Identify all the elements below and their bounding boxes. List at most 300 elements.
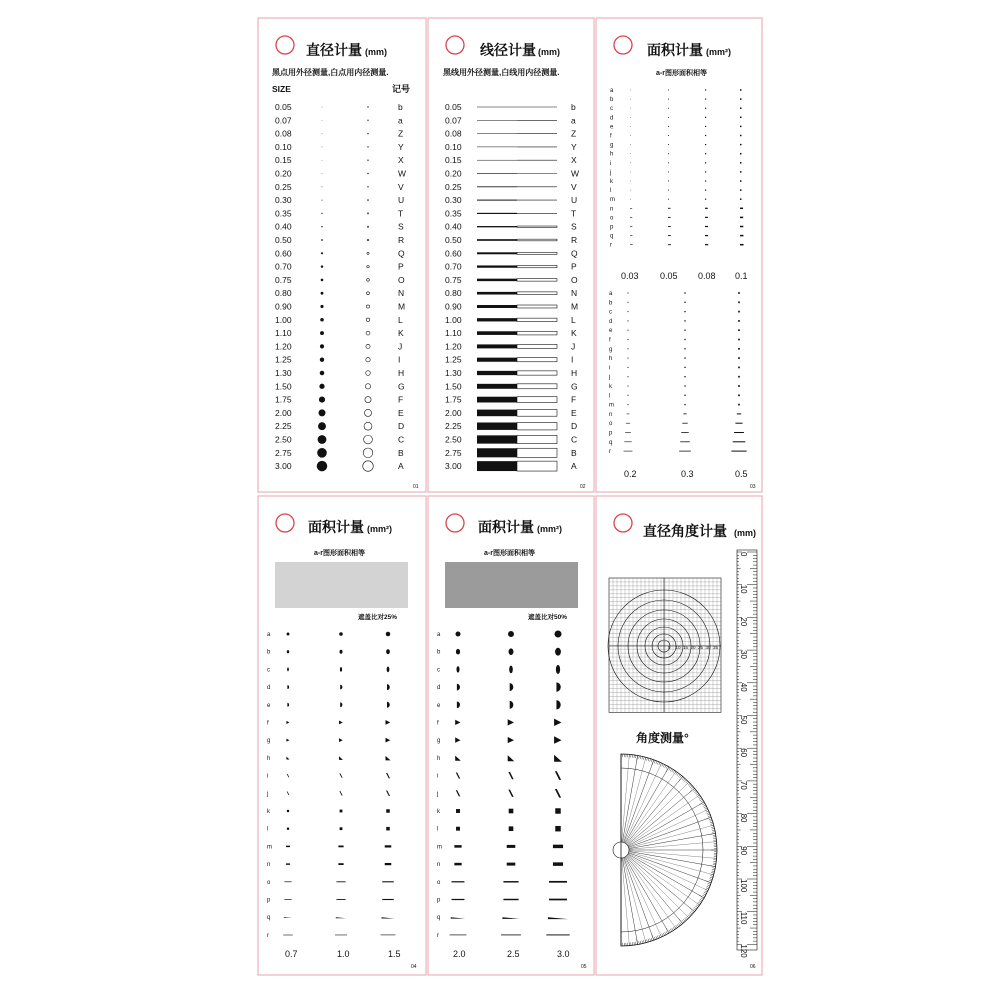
- letter-label: h: [437, 755, 441, 762]
- white-dot: [364, 435, 373, 444]
- white-dot: [366, 318, 370, 322]
- white-line: [517, 358, 557, 362]
- letter-label: c: [610, 106, 613, 113]
- black-line: [477, 213, 517, 214]
- value-label: 1.0: [337, 949, 350, 959]
- area-mark: [630, 217, 632, 218]
- letter-label: m: [267, 844, 272, 851]
- letter-label: g: [610, 142, 614, 149]
- code-label: Q: [398, 248, 405, 259]
- area-mark: [705, 108, 706, 109]
- size-label: 0.08: [445, 128, 462, 139]
- letter-label: e: [267, 702, 271, 709]
- letter-label: b: [609, 300, 613, 307]
- area-shape: [556, 665, 560, 674]
- size-label: 2.25: [445, 421, 462, 432]
- area-mark: [738, 394, 740, 396]
- black-dot: [321, 200, 322, 201]
- card-subtitle: 黑点用外径测量,白点用内径测量.: [272, 68, 389, 77]
- area-mark: [630, 108, 631, 109]
- white-dot: [367, 226, 368, 227]
- code-label: R: [571, 235, 578, 245]
- area-shape: [386, 632, 391, 637]
- grid-number: 25: [698, 645, 704, 650]
- area-mark: [737, 413, 741, 414]
- letter-label: d: [267, 685, 271, 692]
- size-label: 0.80: [445, 288, 462, 299]
- area-mark: [684, 302, 685, 303]
- ruler-number: 0: [739, 552, 748, 557]
- area-shape: [287, 810, 289, 812]
- size-label: 1.75: [275, 394, 292, 405]
- black-dot: [318, 435, 327, 444]
- value-label: 0.7: [285, 949, 298, 959]
- black-line: [477, 279, 517, 281]
- letter-label: r: [609, 449, 611, 456]
- size-label: 2.50: [275, 434, 292, 445]
- area-shape: [509, 826, 514, 831]
- area-mark: [705, 162, 706, 163]
- black-dot: [319, 384, 324, 389]
- white-line: [517, 448, 557, 457]
- ruler-number: 20: [739, 617, 748, 627]
- area-shape: [340, 667, 342, 672]
- area-mark: [668, 90, 669, 91]
- area-mark: [668, 126, 669, 127]
- area-shape: [508, 631, 514, 637]
- white-line: [517, 371, 557, 375]
- ruler-number: 110: [739, 911, 748, 925]
- black-line: [477, 397, 517, 403]
- area-mark: [740, 217, 743, 219]
- area-mark: [705, 99, 706, 100]
- code-label: L: [398, 314, 403, 325]
- value-label: 0.1: [735, 271, 748, 281]
- area-mark: [630, 172, 631, 173]
- code-label: Z: [398, 128, 404, 139]
- white-line: [517, 410, 557, 417]
- black-dot: [317, 448, 327, 458]
- letter-label: j: [609, 374, 611, 381]
- letter-label: o: [267, 879, 271, 886]
- code-label: F: [398, 394, 404, 405]
- contrast-label: 遮盖比对50%: [528, 614, 568, 621]
- white-line: [517, 384, 557, 389]
- area-shape: [553, 845, 563, 849]
- code-label: C: [398, 434, 405, 445]
- area-mark: [705, 117, 706, 118]
- black-dot: [322, 173, 323, 174]
- area-mark: [630, 135, 631, 136]
- value-label: 0.2: [624, 469, 637, 479]
- white-dot: [368, 160, 369, 161]
- grid-number: 20: [690, 645, 696, 650]
- letter-label: h: [609, 356, 613, 363]
- area-mark: [684, 330, 685, 331]
- area-mark: [684, 292, 685, 293]
- code-label: N: [571, 288, 578, 299]
- code-label: N: [398, 288, 405, 299]
- card-unit: (mm): [365, 47, 387, 57]
- area-mark: [740, 189, 742, 191]
- letter-label: o: [437, 879, 441, 886]
- size-label: 0.20: [445, 168, 462, 179]
- black-line: [477, 358, 517, 362]
- size-label: 0.60: [445, 248, 462, 259]
- ruler-number: 90: [739, 846, 748, 856]
- area-mark: [705, 153, 706, 154]
- area-shape: [339, 632, 343, 636]
- code-label: E: [571, 407, 577, 418]
- black-line: [477, 384, 517, 389]
- white-line: [517, 435, 557, 443]
- card-frame: [596, 18, 762, 492]
- area-mark: [628, 302, 629, 303]
- page-number: 03: [750, 484, 756, 490]
- letter-label: b: [437, 649, 441, 656]
- area-shape: [283, 935, 293, 936]
- letter-label: n: [609, 411, 613, 418]
- area-mark: [628, 339, 629, 340]
- size-label: 1.20: [275, 341, 292, 352]
- size-label: 0.80: [275, 288, 292, 299]
- grid-number: 15: [683, 645, 689, 650]
- white-dot: [366, 358, 370, 362]
- white-line: [517, 279, 557, 281]
- size-label: 0.75: [445, 274, 462, 285]
- area-shape: [284, 899, 291, 900]
- code-label: G: [571, 381, 578, 392]
- black-dot: [319, 397, 325, 403]
- letter-label: r: [267, 932, 269, 939]
- letter-label: n: [267, 862, 271, 869]
- black-line: [477, 200, 517, 201]
- black-dot: [322, 160, 323, 161]
- area-mark: [740, 198, 742, 200]
- area-mark: [682, 423, 687, 424]
- area-mark: [630, 90, 631, 91]
- size-label: 0.20: [275, 168, 292, 179]
- code-label: b: [571, 102, 576, 112]
- area-shape: [454, 845, 461, 848]
- code-label: D: [571, 421, 578, 432]
- area-mark: [684, 367, 685, 368]
- size-label: 0.70: [275, 261, 292, 272]
- value-label: 0.03: [621, 271, 639, 281]
- area-shape: [286, 846, 290, 847]
- area-mark: [740, 171, 742, 173]
- size-label: 1.50: [275, 381, 292, 392]
- area-mark: [630, 235, 633, 236]
- black-line: [477, 186, 517, 187]
- code-label: R: [398, 235, 405, 245]
- contrast-swatch: [445, 562, 578, 608]
- size-label: 0.40: [275, 221, 292, 232]
- size-label: 2.25: [275, 421, 292, 432]
- letter-label: l: [437, 826, 439, 833]
- area-mark: [627, 414, 630, 415]
- area-shape: [456, 827, 460, 831]
- black-dot: [321, 292, 324, 295]
- area-shape: [386, 809, 390, 813]
- letter-label: g: [437, 738, 441, 745]
- area-mark: [740, 162, 742, 164]
- white-dot: [366, 305, 369, 308]
- code-label: P: [571, 261, 577, 272]
- area-mark: [740, 153, 742, 155]
- area-mark: [668, 199, 669, 200]
- white-dot: [363, 461, 374, 472]
- area-shape: [509, 648, 514, 655]
- area-mark: [628, 348, 629, 349]
- letter-label: m: [437, 844, 442, 851]
- area-shape: [385, 863, 392, 865]
- size-label: 0.35: [275, 208, 292, 219]
- code-label: F: [571, 394, 577, 405]
- contrast-label: 遮盖比对25%: [358, 614, 398, 621]
- letter-label: r: [437, 932, 439, 939]
- area-shape: [509, 666, 513, 674]
- white-line: [517, 305, 557, 308]
- area-mark: [680, 441, 690, 442]
- page-number: 06: [750, 964, 756, 970]
- area-mark: [668, 99, 669, 100]
- area-shape: [338, 846, 343, 848]
- value-label: 0.08: [698, 271, 716, 281]
- area-shape: [503, 899, 518, 900]
- area-mark: [738, 301, 740, 303]
- area-shape: [382, 899, 394, 900]
- letter-label: b: [267, 649, 271, 656]
- code-label: X: [398, 155, 404, 166]
- area-shape: [284, 881, 291, 882]
- black-line: [477, 160, 517, 161]
- area-mark: [738, 320, 740, 322]
- card-subtitle: 黑线用外径测量,白线用内径测量.: [443, 68, 560, 77]
- code-label: H: [398, 368, 405, 378]
- black-dot: [322, 120, 323, 121]
- code-label: U: [398, 195, 405, 206]
- size-label: 0.30: [275, 195, 292, 206]
- letter-label: q: [610, 233, 614, 240]
- code-label: C: [571, 434, 578, 445]
- size-label: 1.50: [445, 381, 462, 392]
- white-dot: [367, 213, 368, 214]
- code-label: b: [398, 102, 403, 112]
- code-label: E: [398, 407, 404, 418]
- letter-label: b: [610, 97, 614, 104]
- area-mark: [628, 376, 629, 377]
- card-subtitle: a-r图形面积相等: [656, 70, 707, 77]
- letter-label: k: [610, 179, 613, 185]
- area-mark: [684, 311, 685, 312]
- code-label: P: [398, 261, 404, 272]
- white-dot: [365, 384, 370, 389]
- area-mark: [705, 126, 706, 127]
- letter-label: a: [609, 291, 613, 297]
- letter-label: p: [610, 224, 614, 231]
- letter-label: j: [437, 791, 439, 798]
- letter-label: e: [437, 702, 441, 709]
- card-title: 直径角度计量: [643, 523, 727, 539]
- black-dot: [322, 147, 323, 148]
- black-line: [477, 371, 517, 375]
- area-mark: [628, 320, 629, 321]
- area-shape: [338, 863, 343, 865]
- page-number: 04: [411, 964, 417, 970]
- area-mark: [738, 292, 740, 294]
- code-label: T: [571, 208, 577, 219]
- area-mark: [630, 99, 631, 100]
- area-shape: [287, 668, 289, 672]
- ruler-number: 50: [739, 715, 748, 725]
- card-subtitle: a-r图形面积相等: [484, 550, 535, 557]
- code-label: V: [571, 181, 577, 192]
- code-label: I: [571, 354, 574, 365]
- black-dot: [321, 252, 323, 254]
- area-shape: [503, 881, 518, 882]
- area-mark: [684, 357, 685, 358]
- area-mark: [628, 395, 629, 396]
- area-mark: [738, 348, 740, 350]
- area-mark: [628, 330, 629, 331]
- code-label: O: [398, 274, 405, 285]
- letter-label: q: [267, 915, 271, 922]
- size-label: 0.05: [275, 102, 292, 112]
- letter-label: i: [610, 160, 612, 167]
- ruler-number: 80: [739, 813, 748, 823]
- black-dot: [318, 422, 326, 430]
- black-dot: [320, 344, 324, 348]
- area-shape: [287, 650, 289, 653]
- area-mark: [705, 135, 706, 136]
- letter-label: n: [437, 862, 441, 869]
- white-dot: [368, 120, 369, 121]
- area-mark: [740, 180, 742, 182]
- white-line: [517, 239, 557, 241]
- area-mark: [668, 235, 671, 236]
- area-mark: [684, 385, 685, 386]
- size-label: 1.10: [275, 328, 292, 339]
- grid-number: 35: [713, 645, 719, 650]
- letter-label: f: [267, 720, 269, 727]
- value-label: 3.0: [557, 949, 570, 959]
- size-label: 2.00: [275, 407, 292, 418]
- size-label: 0.10: [275, 141, 292, 152]
- letter-label: q: [609, 439, 613, 446]
- black-line: [477, 448, 517, 457]
- letter-label: o: [609, 421, 613, 428]
- area-mark: [738, 376, 740, 378]
- area-shape: [450, 935, 467, 936]
- code-label: I: [398, 354, 401, 365]
- area-mark: [740, 107, 742, 109]
- code-label: T: [398, 208, 404, 219]
- area-shape: [555, 826, 560, 831]
- code-label: Y: [571, 141, 577, 152]
- area-shape: [385, 845, 392, 847]
- area-mark: [668, 162, 669, 163]
- black-line: [477, 147, 517, 148]
- area-shape: [336, 899, 345, 900]
- letter-label: c: [437, 667, 440, 674]
- letter-label: p: [609, 430, 613, 437]
- black-line: [477, 461, 517, 471]
- area-mark: [681, 432, 689, 433]
- code-label: J: [571, 341, 576, 352]
- area-mark: [628, 386, 629, 387]
- area-mark: [630, 190, 631, 191]
- area-mark: [738, 367, 740, 369]
- ruler-number: 120: [739, 944, 748, 958]
- code-label: A: [571, 461, 577, 472]
- grid-number: 5: [668, 645, 671, 650]
- area-mark: [628, 311, 629, 312]
- white-line: [517, 397, 557, 403]
- area-mark: [705, 89, 706, 90]
- black-dot: [320, 358, 324, 362]
- card-unit: (mm²): [706, 47, 731, 57]
- area-mark: [684, 404, 685, 405]
- code-label: M: [398, 301, 406, 312]
- code-label: a: [398, 115, 403, 126]
- area-shape: [452, 881, 465, 882]
- code-label: Q: [571, 248, 578, 259]
- white-line: [517, 344, 557, 348]
- black-dot: [322, 133, 323, 134]
- letter-label: f: [437, 720, 439, 727]
- letter-label: f: [609, 337, 611, 344]
- black-dot: [321, 226, 322, 227]
- area-shape: [382, 881, 394, 882]
- size-label: 0.50: [445, 235, 462, 245]
- area-shape: [501, 935, 521, 936]
- area-mark: [630, 126, 631, 127]
- area-mark: [630, 199, 631, 200]
- area-shape: [454, 863, 461, 866]
- letter-label: a: [610, 88, 614, 94]
- code-label: M: [571, 301, 579, 312]
- size-label: 1.30: [445, 368, 462, 378]
- letter-label: p: [267, 897, 271, 904]
- area-shape: [546, 934, 569, 935]
- area-mark: [630, 144, 631, 145]
- black-dot: [320, 371, 325, 376]
- ruler-number: 10: [739, 584, 748, 594]
- area-mark: [624, 442, 631, 443]
- value-label: 2.0: [453, 949, 466, 959]
- black-line: [477, 252, 517, 254]
- area-mark: [740, 244, 744, 246]
- code-label: S: [398, 221, 404, 232]
- area-mark: [630, 163, 631, 164]
- code-label: Y: [398, 141, 404, 152]
- letter-label: i: [609, 365, 611, 372]
- area-mark: [738, 329, 740, 331]
- size-label: 0.15: [275, 155, 292, 166]
- black-line: [477, 318, 517, 321]
- size-label: 2.50: [445, 434, 462, 445]
- black-dot: [321, 239, 323, 241]
- black-dot: [320, 331, 324, 335]
- white-line: [517, 461, 557, 471]
- white-dot: [365, 397, 371, 403]
- white-line: [517, 265, 557, 267]
- code-label: D: [398, 421, 405, 432]
- area-mark: [740, 117, 742, 119]
- letter-label: m: [610, 197, 615, 204]
- white-dot: [367, 200, 368, 201]
